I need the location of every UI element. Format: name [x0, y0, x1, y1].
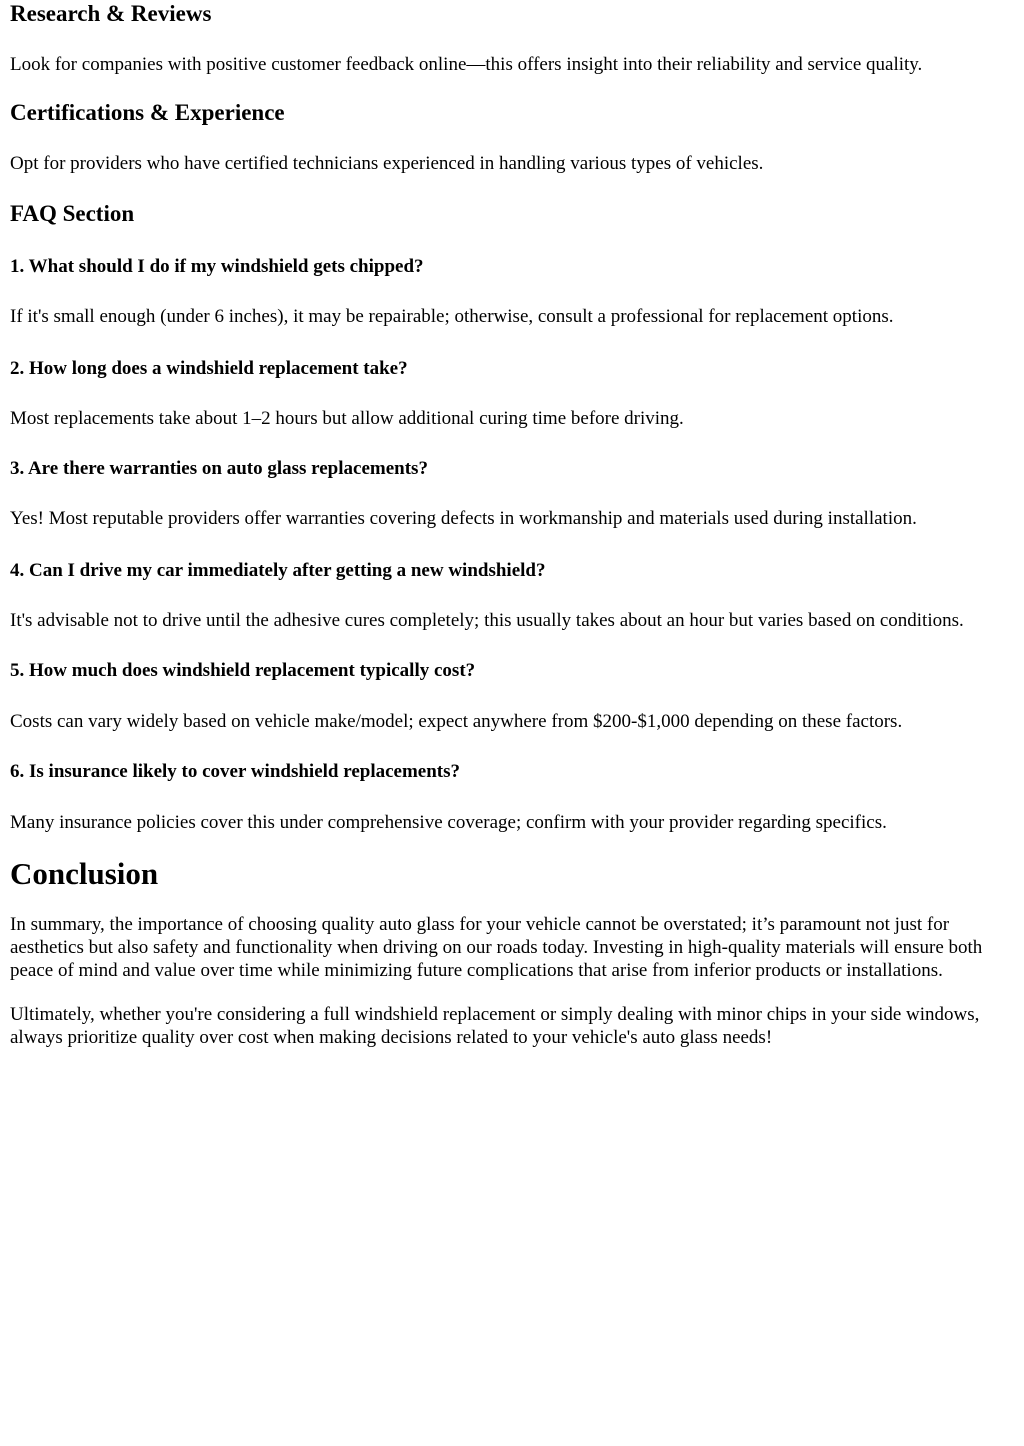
faq-question-3: 3. Are there warranties on auto glass replacements? — [10, 458, 428, 479]
faq-section-heading: FAQ Section — [10, 201, 135, 226]
faq-answer-1: If it's small enough (under 6 inches), it may be repairable; otherwise, consult a professional for replacement options. — [10, 306, 894, 327]
conclusion-paragraph-1: In summary, the importance of choosing quality auto glass for your vehicle cannot be overstated; it’s paramount not just for aesthetics but also safety and functionality when driving on our roads today. Investing in high-quality materials will ensure both peace of mind and value over time while minimizing future complications that arise from inferior products or installations. — [10, 914, 983, 981]
faq-question-6: 6. Is insurance likely to cover windshield replacements? — [10, 761, 461, 782]
faq-answer-5: Costs can vary widely based on vehicle make/model; expect anywhere from $200-$1,000 depending on these factors. — [10, 711, 903, 732]
certifications-experience-text: Opt for providers who have certified technicians experienced in handling various types of vehicles. — [10, 153, 764, 174]
faq-answer-2: Most replacements take about 1–2 hours but allow additional curing time before driving. — [10, 408, 684, 429]
research-reviews-text: Look for companies with positive customer feedback online—this offers insight into their reliability and service quality. — [10, 54, 923, 75]
article-content — [10, 0, 1014, 1049]
conclusion-heading: Conclusion — [10, 856, 159, 891]
conclusion-paragraph-2: Ultimately, whether you're considering a full windshield replacement or simply dealing with minor chips in your side windows, always prioritize quality over cost when making decisions related to your vehicle's auto glass needs! — [10, 1004, 980, 1048]
faq-question-5: 5. How much does windshield replacement typically cost? — [10, 660, 476, 681]
faq-question-4: 4. Can I drive my car immediately after getting a new windshield? — [10, 560, 546, 581]
research-reviews-heading: Research & Reviews — [10, 1, 212, 26]
faq-question-1: 1. What should I do if my windshield gets chipped? — [10, 256, 424, 277]
certifications-experience-heading: Certifications & Experience — [10, 100, 285, 125]
faq-question-2: 2. How long does a windshield replacement take? — [10, 358, 408, 379]
faq-answer-4: It's advisable not to drive until the adhesive cures completely; this usually takes about an hour but varies based on conditions. — [10, 610, 964, 631]
faq-answer-6: Many insurance policies cover this under comprehensive coverage; confirm with your provider regarding specifics. — [10, 812, 887, 833]
faq-answer-3: Yes! Most reputable providers offer warranties covering defects in workmanship and materials used during installation. — [10, 508, 917, 529]
